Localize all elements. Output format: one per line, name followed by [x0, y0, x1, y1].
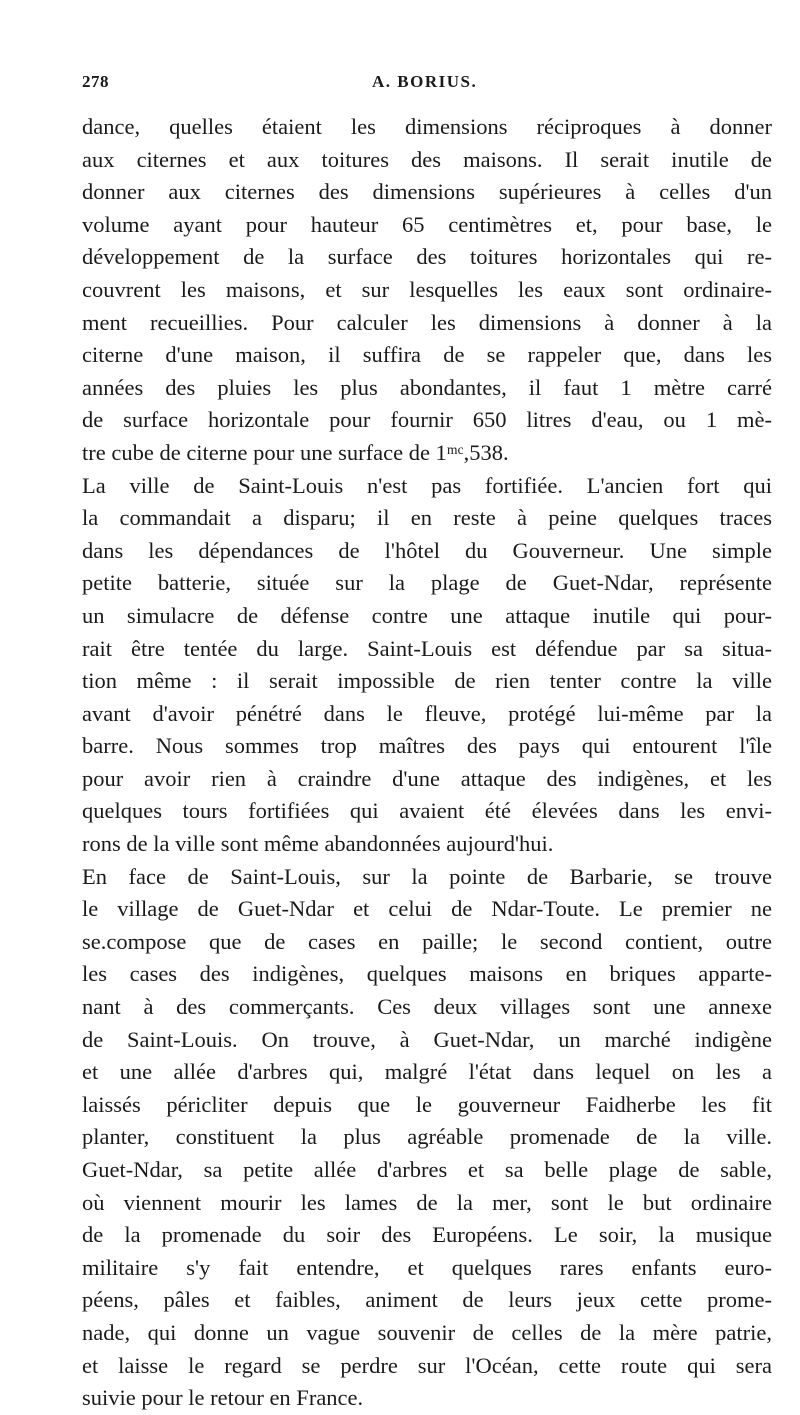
text-line: rons de la ville sont même abandonnées aujourd'hui.	[82, 831, 554, 857]
text-line: planter, constituent la plus agréable promenade de la ville.	[82, 1124, 772, 1150]
text-line: un simulacre de défense contre une attaque inutile qui pour-	[82, 602, 772, 628]
text-line: aux citernes et aux toitures des maisons. Il serait inutile de	[82, 146, 772, 172]
running-title: A. BORIUS.	[372, 72, 478, 91]
text-line: dance, quelles étaient les dimensions réciproques à donner	[82, 114, 772, 139]
text-line: citerne d'une maison, il suffira de se rappeler que, dans les	[82, 342, 772, 368]
text-line: La ville de Saint-Louis n'est pas fortifiée. L'ancien fort qui	[82, 472, 772, 498]
text-line: quelques tours fortifiées qui avaient été élevées dans les envi-	[82, 798, 772, 824]
text-line: et laisse le regard se perdre sur l'Océan, cette route qui sera	[82, 1352, 772, 1378]
text-line: suivie pour le retour en France.	[82, 1385, 364, 1411]
text-line: militaire s'y fait entendre, et quelques rares enfants euro-	[82, 1254, 772, 1280]
text-line: nant à des commerçants. Ces deux villages sont une annexe	[82, 994, 772, 1020]
text-line: tion même : il serait impossible de rien tenter contre la ville	[82, 668, 772, 694]
text-line: développement de la surface des toitures horizontales qui re-	[82, 244, 772, 270]
text-line: En face de Saint-Louis, sur la pointe de Barbarie, se trouve	[82, 863, 772, 889]
text-line: rait être tentée du large. Saint-Louis est défendue par sa situa-	[82, 635, 772, 661]
text-line: donner aux citernes des dimensions supérieures à celles d'un	[82, 179, 772, 205]
text-line: la commandait a disparu; il en reste à peine quelques traces	[82, 505, 772, 531]
text-line: de surface horizontale pour fournir 650 litres d'eau, ou 1 mè-	[82, 407, 772, 433]
text-line: Guet-Ndar, sa petite allée d'arbres et sa belle plage de sable,	[82, 1157, 772, 1182]
text-line: et une allée d'arbres qui, malgré l'état dans lequel on les a	[82, 1059, 772, 1085]
running-head	[82, 72, 772, 102]
text-line: années des pluies les plus abondantes, il faut 1 mètre carré	[82, 374, 772, 400]
text-line: le village de Guet-Ndar et celui de Ndar-Toute. Le premier ne	[82, 896, 772, 922]
text-line: petite batterie, située sur la plage de Guet-Ndar, représente	[82, 570, 772, 596]
text-line: où viennent mourir les lames de la mer, sont le but ordinaire	[82, 1189, 772, 1215]
text-line: barre. Nous sommes trop maîtres des pays qui entourent l'île	[82, 733, 772, 759]
text-line: les cases des indigènes, quelques maisons en briques apparte-	[82, 961, 772, 987]
text-line: tre cube de citerne pour une surface de 1ᵐᶜ,538.	[82, 439, 509, 465]
text-line: volume ayant pour hauteur 65 centimètres et, pour base, le	[82, 211, 772, 237]
text-line: pour avoir rien à craindre d'une attaque des indigènes, et les	[82, 765, 772, 791]
text-line: nade, qui donne un vague souvenir de celles de la mère patrie,	[82, 1319, 772, 1345]
text-line: de la promenade du soir des Européens. Le soir, la musique	[82, 1222, 772, 1248]
page-number: 278	[82, 72, 109, 91]
text-line: de Saint-Louis. On trouve, à Guet-Ndar, un marché indigène	[82, 1026, 772, 1052]
text-line: dans les dépendances de l'hôtel du Gouverneur. Une simple	[82, 537, 772, 563]
text-line: ment recueillies. Pour calculer les dimensions à donner à la	[82, 309, 772, 335]
text-line: avant d'avoir pénétré dans le fleuve, protégé lui-même par la	[82, 700, 772, 726]
body-text	[82, 111, 772, 1415]
text-line: péens, pâles et faibles, animent de leurs jeux cette prome-	[82, 1287, 772, 1313]
text-line: couvrent les maisons, et sur lesquelles les eaux sont ordinaire-	[82, 276, 772, 302]
text-line: laissés péricliter depuis que le gouverneur Faidherbe les fit	[82, 1091, 772, 1117]
text-line: se.compose que de cases en paille; le second contient, outre	[82, 928, 772, 954]
